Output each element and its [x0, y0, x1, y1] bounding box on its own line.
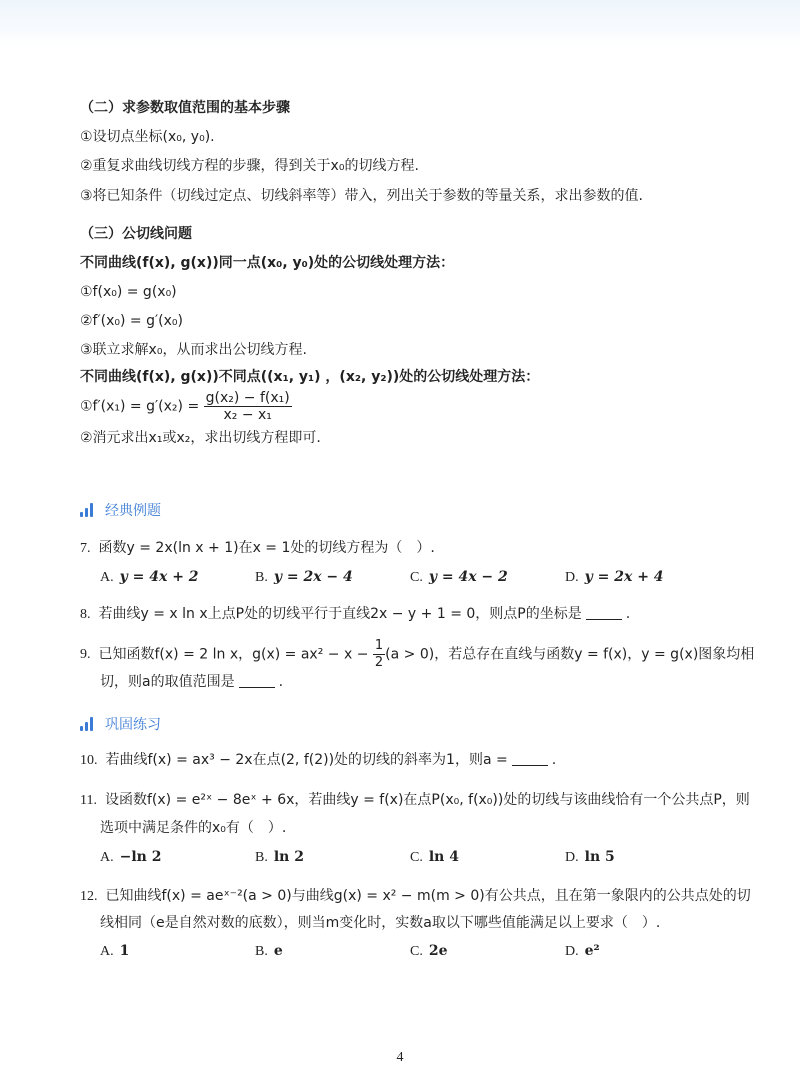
- section2-step-1: ①设切点坐标(x₀, y₀).: [80, 129, 215, 145]
- section3-heading: （三）公切线问题: [80, 226, 192, 242]
- question-11-line-2: 选项中满足条件的x₀有（ ）.: [100, 820, 287, 836]
- practice-heading: [80, 714, 161, 734]
- half-fraction: $\frac{1}{2}$: [374, 638, 384, 670]
- question-12: 12. 已知曲线f(x) = aeˣ⁻²(a > 0)与曲线g(x) = x² − m(m > 0)有公共点，且在第一象限内的公共点处的切: [80, 888, 751, 904]
- question-9-line-2: 切，则a的取值范围是 .: [100, 674, 284, 690]
- q11-option-d: D. ln 5: [565, 849, 615, 865]
- q7-option-b: B. y = 2x − 4: [255, 569, 353, 585]
- same-point-step-3: ③联立求解x₀，从而求出公切线方程.: [80, 342, 307, 358]
- header-band: [0, 0, 800, 46]
- section2-heading: （二）求参数取值范围的基本步骤: [80, 100, 290, 116]
- q12-option-d: D. e²: [565, 943, 600, 959]
- q12-option-b: B. e: [255, 943, 283, 959]
- section2-step-3: ③将已知条件（切线过定点、切线斜率等）带入，列出关于参数的等量关系，求出参数的值.: [80, 188, 643, 204]
- fraction-numerator: g(x₂) − f(x₁): [205, 390, 290, 406]
- same-point-step-2: ②f′(x₀) = g′(x₀): [80, 313, 183, 329]
- question-number: 7.: [80, 541, 91, 556]
- diff-point-step-2: ②消元求出x₁或x₂，求出切线方程即可.: [80, 430, 321, 446]
- q7-option-a: A. y = 4x + 2: [100, 569, 199, 585]
- diff-step1-fraction: [204, 390, 292, 423]
- q12-option-c: C. 2e: [410, 943, 448, 959]
- question-text: 若曲线y = x ln x上点P处的切线平行于直线2x − y + 1 = 0，则点P的坐标是: [98, 606, 582, 622]
- q12-option-a: A. 1: [100, 943, 130, 959]
- answer-blank: [239, 673, 275, 688]
- same-point-step-1: ①f(x₀) = g(x₀): [80, 284, 177, 300]
- question-10: 10. 若曲线f(x) = ax³ − 2x在点(2, f(2))处的切线的斜率为1，则a = .: [80, 752, 557, 768]
- question-12-line-2: 线相同（e是自然对数的底数），则当m变化时，实数a取以下哪些值能满足以上要求（ ）.: [100, 915, 661, 931]
- q11-option-a: A. −ln 2: [100, 849, 162, 865]
- fraction-denominator: x₂ − x₁: [223, 407, 272, 423]
- q7-option-c: C. y = 4x − 2: [410, 569, 508, 585]
- diff-point-step-1: [80, 390, 292, 423]
- practice-heading-label: 巩固练习: [105, 717, 161, 733]
- q11-option-b: B. ln 2: [255, 849, 304, 865]
- question-8: 8. 若曲线y = x ln x上点P处的切线平行于直线2x − y + 1 = 0，则点P的坐标是 .: [80, 606, 631, 622]
- diff-step1-lhs: ①f′(x₁) = g′(x₂) =: [80, 398, 200, 415]
- question-text: 函数y = 2x(ln x + 1)在x = 1处的切线方程为（ ）.: [98, 540, 435, 556]
- bar-chart-icon: [80, 717, 95, 731]
- question-11: 11. 设函数f(x) = e²ˣ − 8eˣ + 6x，若曲线y = f(x)在点P(x₀, f(x₀))处的切线与该曲线恰有一个公共点P，则: [80, 792, 750, 808]
- question-text: 已知函数f(x) = 2 ln x，g(x) = ax² − x −: [98, 646, 369, 663]
- same-point-title: 不同曲线(f(x), g(x))同一点(x₀, y₀)处的公切线处理方法：: [80, 255, 455, 271]
- question-text: 若曲线f(x) = ax³ − 2x在点(2, f(2))处的切线的斜率为1，则a =: [105, 752, 508, 768]
- diff-point-title: 不同曲线(f(x), g(x))不同点((x₁, y₁) ，(x₂, y₂))处的公切线处理方法：: [80, 369, 540, 385]
- question-9: 9. 已知函数f(x) = 2 ln x，g(x) = ax² − x − $\frac{1}{2}$ (a > 0)，若总存在直线与函数y = f(x)，y = g(x)图象均相: [80, 638, 755, 670]
- examples-heading-label: 经典例题: [105, 503, 161, 519]
- answer-blank: [586, 605, 622, 620]
- page-number: 4: [396, 1050, 404, 1065]
- q7-option-d: D. y = 2x + 4: [565, 569, 664, 585]
- question-text: 设函数f(x) = e²ˣ − 8eˣ + 6x，若曲线y = f(x)在点P(x₀, f(x₀))处的切线与该曲线恰有一个公共点P，则: [104, 792, 750, 808]
- question-7: [80, 538, 435, 559]
- bar-chart-icon: [80, 503, 95, 517]
- question-text: 已知曲线f(x) = aeˣ⁻²(a > 0)与曲线g(x) = x² − m(m > 0)有公共点，且在第一象限内的公共点处的切: [105, 888, 751, 904]
- examples-heading: [80, 500, 161, 520]
- q11-option-c: C. ln 4: [410, 849, 459, 865]
- answer-blank: [512, 751, 548, 766]
- section2-step-2: ②重复求曲线切线方程的步骤，得到关于x₀的切线方程.: [80, 158, 419, 174]
